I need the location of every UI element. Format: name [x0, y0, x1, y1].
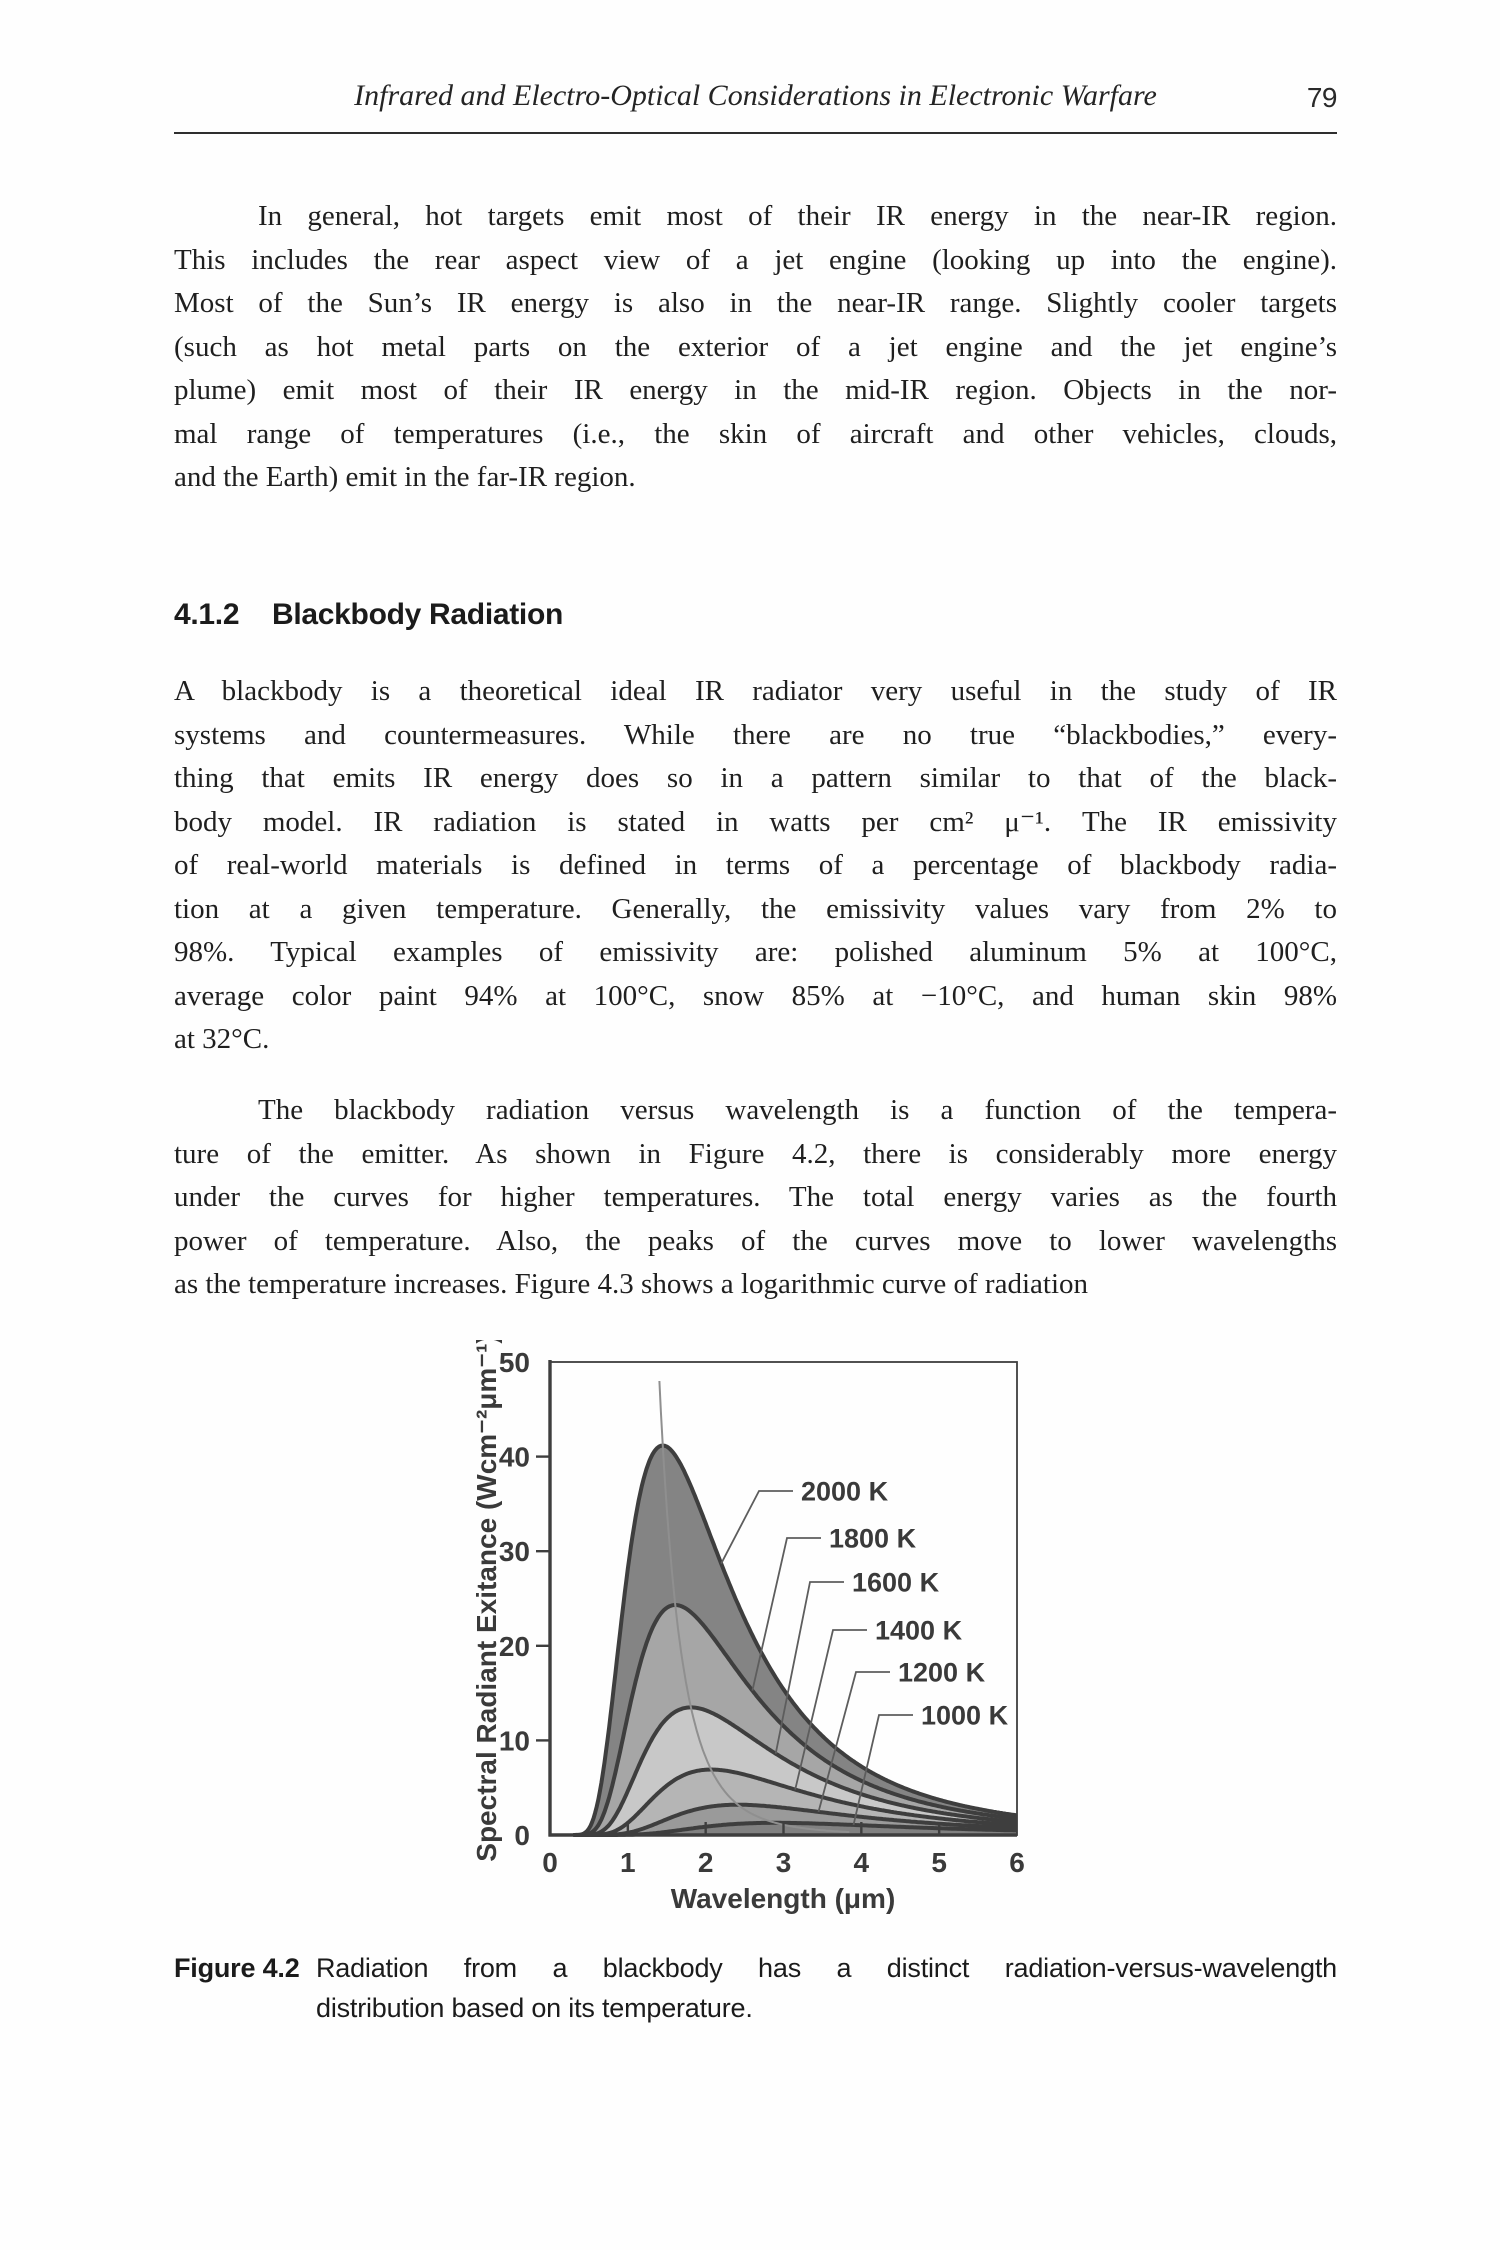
x-tick-label: 0: [542, 1847, 558, 1878]
text-line: ture of the emitter. As shown in Figure 4.2, there is considerably more energy: [174, 1137, 1337, 1170]
text-line: This includes the rear aspect view of a jet engine (looking up into the engine).: [174, 243, 1337, 276]
figure-4-2: [400, 1340, 1100, 1940]
text-line: (such as hot metal parts on the exterior of a jet engine and the jet engine’s: [174, 330, 1337, 363]
x-tick-label: 4: [853, 1847, 870, 1878]
series-label-1800k: 1800 K: [829, 1523, 917, 1554]
paragraph-1: [174, 195, 1337, 500]
y-tick-label: 40: [498, 1441, 530, 1473]
section-number: 4.1.2: [174, 598, 240, 631]
series-label-1600k: 1600 K: [852, 1567, 940, 1598]
paragraph-2: [174, 670, 1337, 1062]
blackbody-radiation-chart: [400, 1340, 1100, 1940]
figure-caption-text: [316, 1948, 1337, 2028]
series-label-1000k: 1000 K: [921, 1700, 1009, 1731]
x-tick-label: 5: [931, 1847, 947, 1878]
series-label-2000k: 2000 K: [801, 1476, 889, 1507]
y-tick-label: 30: [498, 1536, 530, 1568]
text-line: In general, hot targets emit most of their IR energy in the near-IR region.: [258, 200, 1337, 232]
section-heading: [174, 598, 1337, 632]
x-tick-label: 1: [620, 1847, 636, 1878]
text-line: mal range of temperatures (i.e., the skin of aircraft and other vehicles, clouds,: [174, 417, 1337, 450]
paragraph-3: [174, 1089, 1337, 1307]
y-tick-label: 0: [514, 1820, 530, 1851]
x-axis-title: Wavelength (μm): [670, 1883, 896, 1914]
caption-line: distribution based on its temperature.: [316, 1993, 753, 2023]
y-tick-label: 50: [498, 1347, 530, 1378]
figure-caption: [174, 1948, 1337, 2028]
figure-caption-label: Figure 4.2: [174, 1953, 300, 1983]
page-number: 79: [1306, 82, 1337, 113]
text-line: body model. IR radiation is stated in watts per cm² μ⁻¹. The IR emissivity: [174, 805, 1337, 838]
text-line: power of temperature. Also, the peaks of the curves move to lower wavelengths: [174, 1224, 1337, 1257]
text-line: tion at a given temperature. Generally, the emissivity values vary from 2% to: [174, 892, 1337, 925]
text-line: systems and countermeasures. While there are no true “blackbodies,” every-: [174, 718, 1337, 751]
series-label-1400k: 1400 K: [875, 1615, 963, 1646]
y-tick-label: 10: [498, 1725, 530, 1757]
text-line: of real-world materials is defined in terms of a percentage of blackbody radia-: [174, 849, 1337, 881]
x-tick-label: 6: [1009, 1847, 1025, 1878]
text-line: The blackbody radiation versus wavelength is a function of the tempera-: [258, 1094, 1337, 1126]
page-header: [174, 78, 1337, 118]
text-line: as the temperature increases. Figure 4.3 shows a logarithmic curve of radiation: [174, 1268, 1088, 1300]
x-tick-label: 3: [775, 1847, 792, 1878]
header-rule: [174, 132, 1337, 134]
y-tick-label: 20: [498, 1630, 530, 1662]
section-title: Blackbody Radiation: [272, 598, 564, 631]
text-line: A blackbody is a theoretical ideal IR radiator very useful in the study of IR: [174, 675, 1337, 707]
text-line: and the Earth) emit in the far-IR region.: [174, 461, 636, 493]
text-line: thing that emits IR energy does so in a pattern similar to that of the black-: [174, 762, 1337, 794]
text-line: under the curves for higher temperatures. The total energy varies as the fourth: [174, 1181, 1337, 1213]
y-axis-title: Spectral Radiant Exitance (Wcm⁻²μm⁻¹): [471, 1340, 502, 1862]
text-line: 98%. Typical examples of emissivity are: polished aluminum 5% at 100°C,: [174, 936, 1337, 968]
x-tick-label: 2: [697, 1847, 714, 1878]
text-line: average color paint 94% at 100°C, snow 85% at −10°C, and human skin 98%: [174, 979, 1337, 1012]
caption-line: Radiation from a blackbody has a distinct radiation-versus-wavelength: [316, 1953, 1337, 1983]
running-title: Infrared and Electro-Optical Considerations in Electronic Warfare: [354, 79, 1157, 112]
series-label-1200k: 1200 K: [898, 1657, 986, 1688]
text-line: at 32°C.: [174, 1023, 270, 1055]
leader-line-2000k: [721, 1491, 793, 1564]
text-line: Most of the Sun’s IR energy is also in the near-IR range. Slightly cooler targets: [174, 287, 1337, 319]
text-line: plume) emit most of their IR energy in the mid-IR region. Objects in the nor-: [174, 374, 1337, 406]
